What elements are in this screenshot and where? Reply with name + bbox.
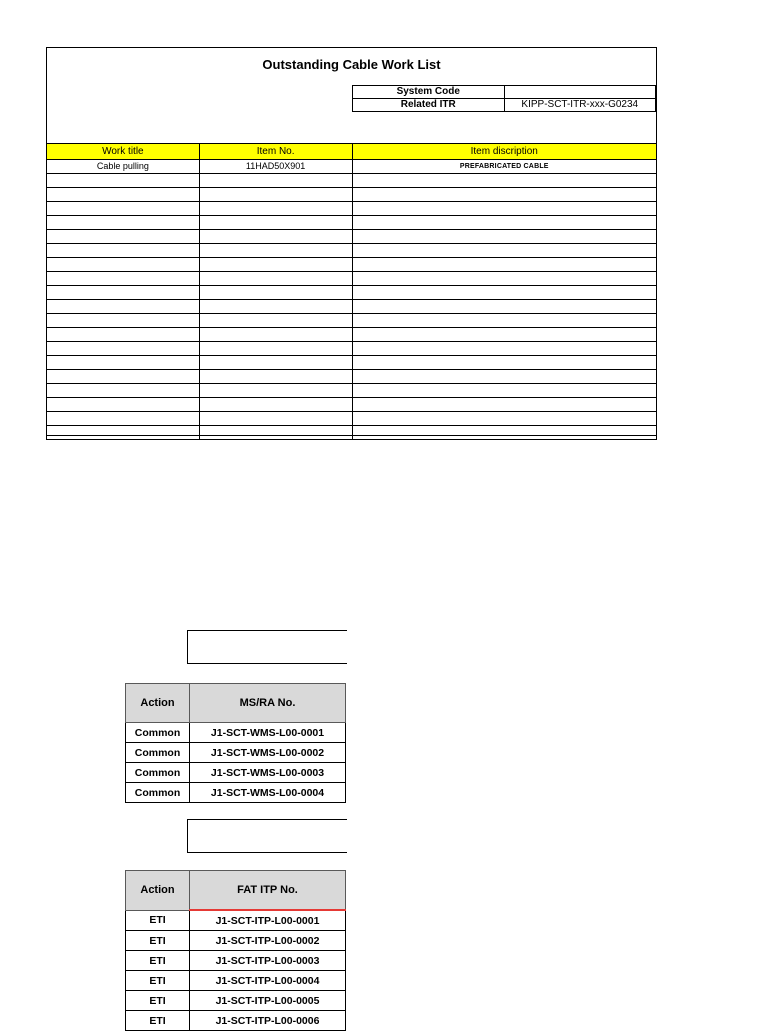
work-table-body (47, 160, 657, 440)
system-code-value[interactable] (504, 86, 655, 99)
work-row (47, 216, 657, 230)
fat-row (126, 1011, 346, 1031)
msra-number-cell: J1-SCT-WMS-L00-0002 (190, 743, 346, 763)
work-row (47, 398, 657, 412)
work-row (47, 384, 657, 398)
item-description-cell[interactable]: PREFABRICATED CABLE (352, 160, 656, 174)
fat-body (126, 910, 346, 1031)
msra-row (126, 763, 346, 783)
msra-table (125, 683, 346, 803)
work-row (47, 342, 657, 356)
work-title-cell[interactable]: Cable pulling (47, 160, 200, 174)
fat-row (126, 991, 346, 1011)
sheet-title: Outstanding Cable Work List (262, 57, 441, 72)
item-no-cell[interactable] (199, 286, 352, 300)
fat-title-box (187, 819, 347, 853)
msra-number-cell: J1-SCT-WMS-L00-0003 (190, 763, 346, 783)
item-no-cell[interactable] (199, 300, 352, 314)
header-item-description: Item discription (352, 144, 656, 160)
msra-action-cell: Common (126, 723, 190, 743)
work-title-cell[interactable] (47, 216, 200, 230)
msra-action-cell: Common (126, 743, 190, 763)
item-no-cell[interactable] (199, 314, 352, 328)
work-title-cell[interactable] (47, 426, 200, 440)
fat-action-cell: ETI (126, 931, 190, 951)
work-table-header (47, 144, 657, 160)
fat-action-cell: ETI (126, 991, 190, 1011)
item-description-cell[interactable] (352, 342, 656, 356)
fat-row (126, 910, 346, 931)
msra-number-cell: J1-SCT-WMS-L00-0001 (190, 723, 346, 743)
fat-number-cell: J1-SCT-ITP-L00-0006 (190, 1011, 346, 1031)
work-title-cell[interactable] (47, 384, 200, 398)
item-no-cell[interactable] (199, 272, 352, 286)
work-row (47, 272, 657, 286)
fat-itp-table (125, 870, 346, 1031)
work-row (47, 202, 657, 216)
item-no-cell[interactable] (199, 258, 352, 272)
fat-action-cell: ETI (126, 1011, 190, 1031)
item-no-cell[interactable] (199, 426, 352, 440)
msra-action-cell: Common (126, 763, 190, 783)
item-description-cell[interactable] (352, 300, 656, 314)
work-row (47, 370, 657, 384)
work-row (47, 188, 657, 202)
item-no-cell[interactable] (199, 328, 352, 342)
fat-header-action: Action (126, 871, 190, 911)
item-description-cell[interactable] (352, 216, 656, 230)
item-description-cell[interactable] (352, 174, 656, 188)
item-description-cell[interactable] (352, 202, 656, 216)
work-title-cell[interactable] (47, 370, 200, 384)
work-title-cell[interactable] (47, 258, 200, 272)
work-row (47, 160, 657, 174)
item-description-cell[interactable] (352, 188, 656, 202)
fat-action-cell: ETI (126, 910, 190, 931)
work-row (47, 356, 657, 370)
work-row (47, 314, 657, 328)
info-row-related-itr (353, 99, 656, 112)
item-description-cell[interactable] (352, 412, 656, 426)
item-description-cell[interactable] (352, 398, 656, 412)
fat-header-number: FAT ITP No. (190, 871, 346, 911)
header-work-title: Work title (47, 144, 200, 160)
item-no-cell[interactable] (199, 174, 352, 188)
msra-number-cell: J1-SCT-WMS-L00-0004 (190, 783, 346, 803)
item-description-cell[interactable] (352, 370, 656, 384)
cable-work-sheet (46, 47, 657, 436)
info-table (352, 85, 656, 112)
msra-row (126, 783, 346, 803)
item-description-cell[interactable] (352, 426, 656, 440)
work-row (47, 286, 657, 300)
work-title-cell[interactable] (47, 314, 200, 328)
msra-row (126, 723, 346, 743)
fat-number-cell: J1-SCT-ITP-L00-0002 (190, 931, 346, 951)
fat-header (126, 871, 346, 911)
msra-body (126, 723, 346, 803)
item-no-cell[interactable] (199, 356, 352, 370)
item-description-cell[interactable] (352, 258, 656, 272)
item-no-cell[interactable] (199, 188, 352, 202)
work-table (46, 143, 657, 440)
related-itr-label: Related ITR (353, 99, 505, 112)
work-row (47, 412, 657, 426)
work-row (47, 300, 657, 314)
work-title-cell[interactable] (47, 342, 200, 356)
msra-header-number: MS/RA No. (190, 684, 346, 723)
item-no-cell[interactable] (199, 230, 352, 244)
item-description-cell[interactable] (352, 328, 656, 342)
item-description-cell[interactable] (352, 272, 656, 286)
fat-action-cell: ETI (126, 951, 190, 971)
work-title-cell[interactable] (47, 272, 200, 286)
work-row (47, 426, 657, 440)
item-description-cell[interactable] (352, 230, 656, 244)
work-title-cell[interactable] (47, 300, 200, 314)
work-title-cell[interactable] (47, 356, 200, 370)
item-description-cell[interactable] (352, 286, 656, 300)
work-title-cell[interactable] (47, 286, 200, 300)
item-description-cell[interactable] (352, 244, 656, 258)
header-item-no: Item No. (199, 144, 352, 160)
msra-header (126, 684, 346, 723)
fat-number-cell: J1-SCT-ITP-L00-0003 (190, 951, 346, 971)
related-itr-value[interactable]: KIPP-SCT-ITR-xxx-G0234 (504, 99, 655, 112)
item-no-cell[interactable] (199, 384, 352, 398)
work-title-cell[interactable] (47, 398, 200, 412)
work-row (47, 258, 657, 272)
work-row (47, 244, 657, 258)
item-description-cell[interactable] (352, 384, 656, 398)
work-title-cell[interactable] (47, 328, 200, 342)
item-description-cell[interactable] (352, 356, 656, 370)
item-no-cell[interactable]: 11HAD50X901 (199, 160, 352, 174)
work-title-cell[interactable] (47, 412, 200, 426)
work-title-cell[interactable] (47, 230, 200, 244)
fat-number-cell: J1-SCT-ITP-L00-0001 (190, 910, 346, 931)
system-code-label: System Code (353, 86, 505, 99)
work-row (47, 230, 657, 244)
item-no-cell[interactable] (199, 412, 352, 426)
item-no-cell[interactable] (199, 216, 352, 230)
work-title-cell[interactable] (47, 202, 200, 216)
work-row (47, 328, 657, 342)
item-no-cell[interactable] (199, 398, 352, 412)
msra-row (126, 743, 346, 763)
fat-row (126, 951, 346, 971)
msra-title-box (187, 630, 347, 664)
fat-number-cell: J1-SCT-ITP-L00-0004 (190, 971, 346, 991)
work-title-cell[interactable] (47, 244, 200, 258)
info-row-system-code (353, 86, 656, 99)
item-no-cell[interactable] (199, 342, 352, 356)
item-no-cell[interactable] (199, 370, 352, 384)
msra-action-cell: Common (126, 783, 190, 803)
work-row (47, 174, 657, 188)
item-no-cell[interactable] (199, 202, 352, 216)
work-title-cell[interactable] (47, 174, 200, 188)
item-no-cell[interactable] (199, 244, 352, 258)
item-description-cell[interactable] (352, 314, 656, 328)
fat-number-cell: J1-SCT-ITP-L00-0005 (190, 991, 346, 1011)
fat-row (126, 931, 346, 951)
msra-header-action: Action (126, 684, 190, 723)
work-title-cell[interactable] (47, 188, 200, 202)
fat-action-cell: ETI (126, 971, 190, 991)
fat-row (126, 971, 346, 991)
